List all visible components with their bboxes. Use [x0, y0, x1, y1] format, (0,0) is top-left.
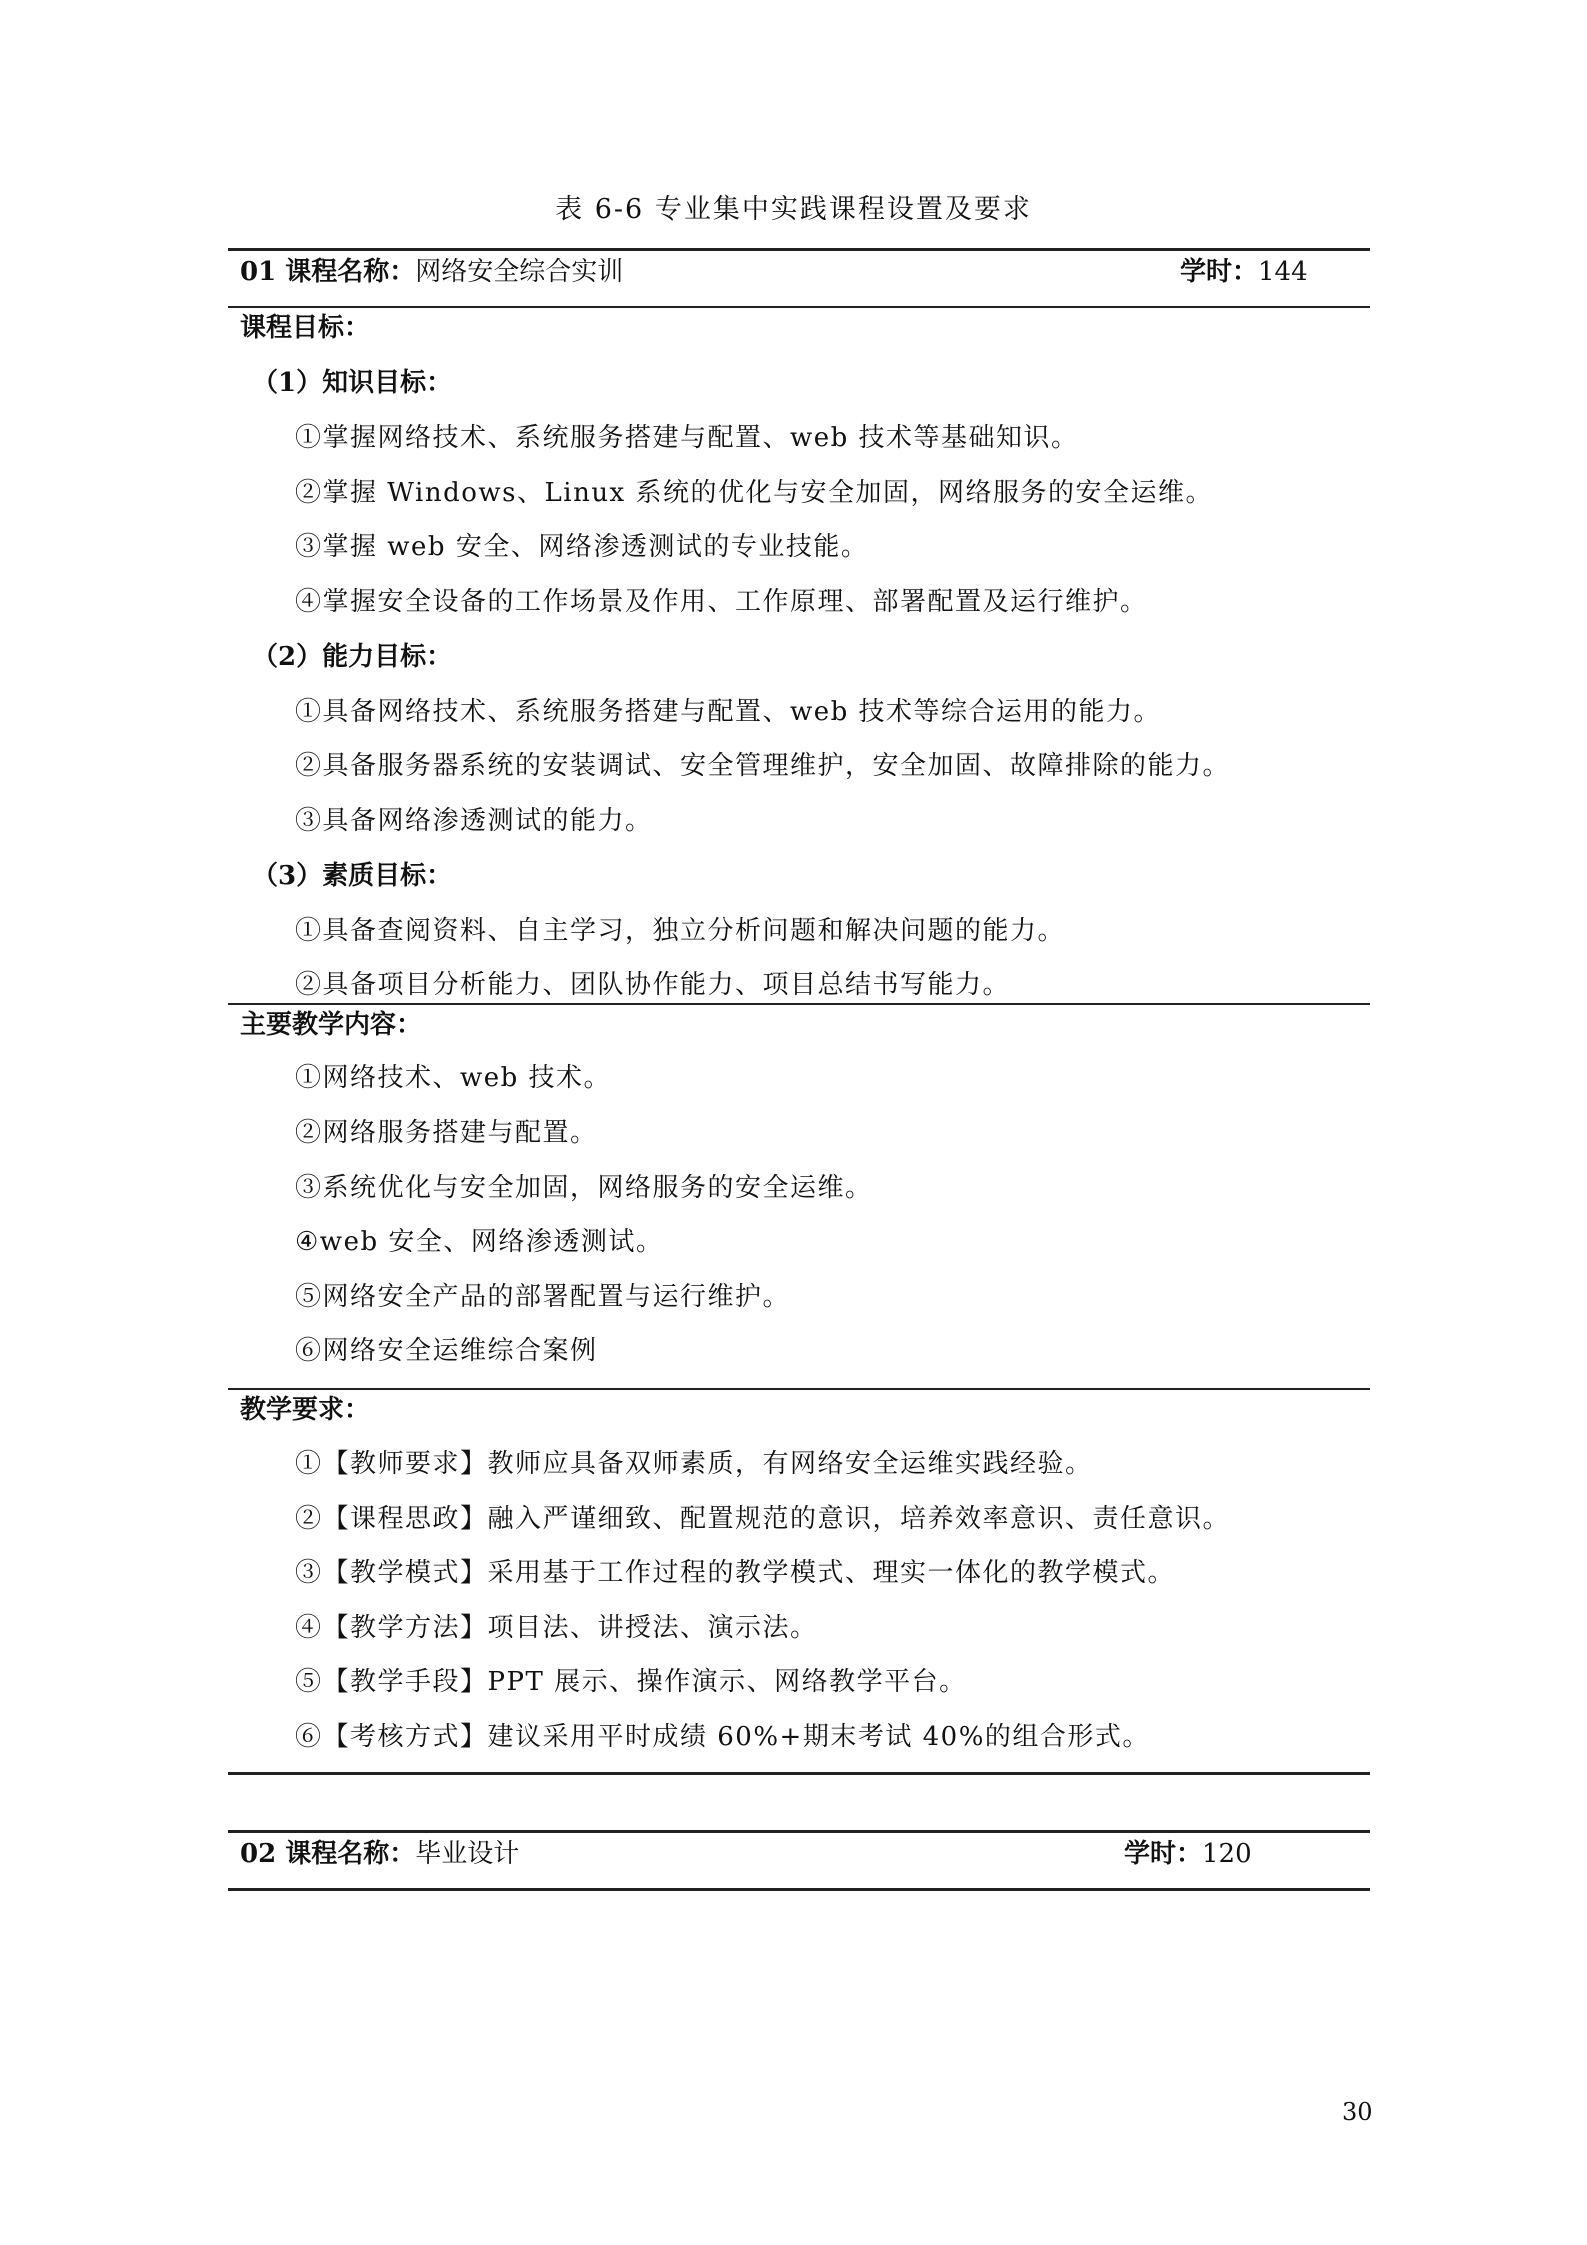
course1-name-value: 网络安全综合实训	[415, 257, 624, 287]
table-top-rule	[228, 248, 1370, 251]
course1-hours	[1180, 252, 1308, 292]
knowledge-item: ③掌握 web 安全、网络渗透测试的专业技能。	[295, 532, 869, 562]
table-caption: 表 6-6 专业集中实践课程设置及要求	[555, 194, 1032, 225]
content-item: ②网络服务搭建与配置。	[295, 1118, 598, 1148]
content-bottom-rule	[228, 1388, 1370, 1390]
quality-heading: （3）素质目标：	[252, 861, 453, 891]
course1-header-rule	[228, 306, 1370, 308]
ability-heading: （2）能力目标：	[252, 642, 453, 672]
course1-name-label: 01 课程名称：	[240, 257, 416, 287]
knowledge-heading: （1）知识目标：	[252, 368, 453, 398]
content-item: ⑤网络安全产品的部署配置与运行维护。	[295, 1282, 791, 1312]
ability-item: ③具备网络渗透测试的能力。	[295, 806, 653, 836]
requirements-item: ④【教学方法】项目法、讲授法、演示法。	[295, 1613, 818, 1643]
course2-hours	[1124, 1834, 1252, 1874]
content-item: ③系统优化与安全加固，网络服务的安全运维。	[295, 1173, 873, 1203]
requirements-item: ①【教师要求】教师应具备双师素质，有网络安全运维实践经验。	[295, 1449, 1093, 1479]
course2-hours-value: 120	[1202, 1839, 1252, 1869]
course2-name-row	[240, 1834, 519, 1874]
course2-bottom-rule	[228, 1888, 1370, 1891]
requirements-item: ⑥【考核方式】建议采用平时成绩 60%+期末考试 40%的组合形式。	[295, 1722, 1150, 1752]
requirements-item: ⑤【教学手段】PPT 展示、操作演示、网络教学平台。	[295, 1667, 967, 1697]
table-bottom-rule	[228, 1772, 1370, 1775]
knowledge-item: ①掌握网络技术、系统服务搭建与配置、web 技术等基础知识。	[295, 423, 1079, 453]
quality-item: ①具备查阅资料、自主学习，独立分析问题和解决问题的能力。	[295, 916, 1066, 946]
course2-hours-label: 学时：	[1124, 1839, 1203, 1869]
course1-name-row	[240, 252, 623, 292]
ability-item: ①具备网络技术、系统服务搭建与配置、web 技术等综合运用的能力。	[295, 697, 1162, 727]
page-number: 30	[1342, 2098, 1373, 2126]
ability-item: ②具备服务器系统的安装调试、安全管理维护，安全加固、故障排除的能力。	[295, 751, 1231, 781]
course2-name-value: 毕业设计	[415, 1839, 520, 1869]
course2-top-rule	[228, 1830, 1370, 1833]
requirements-item: ②【课程思政】融入严谨细致、配置规范的意识，培养效率意识、责任意识。	[295, 1504, 1231, 1534]
course2-name-label: 02 课程名称：	[240, 1839, 416, 1869]
knowledge-item: ④掌握安全设备的工作场景及作用、工作原理、部署配置及运行维护。	[295, 587, 1148, 617]
requirements-heading: 教学要求：	[240, 1395, 371, 1425]
quality-item: ②具备项目分析能力、团队协作能力、项目总结书写能力。	[295, 970, 1011, 1000]
course1-hours-label: 学时：	[1180, 257, 1259, 287]
requirements-item: ③【教学模式】采用基于工作过程的教学模式、理实一体化的教学模式。	[295, 1558, 1176, 1588]
content-heading: 主要教学内容：	[240, 1010, 423, 1040]
content-item: ①网络技术、web 技术。	[295, 1063, 612, 1093]
knowledge-item: ②掌握 Windows、Linux 系统的优化与安全加固，网络服务的安全运维。	[295, 478, 1213, 508]
content-item: ④web 安全、网络渗透测试。	[295, 1227, 664, 1257]
course1-hours-value: 144	[1258, 257, 1308, 287]
content-item: ⑥网络安全运维综合案例	[295, 1336, 598, 1366]
goals-heading: 课程目标：	[240, 313, 371, 343]
